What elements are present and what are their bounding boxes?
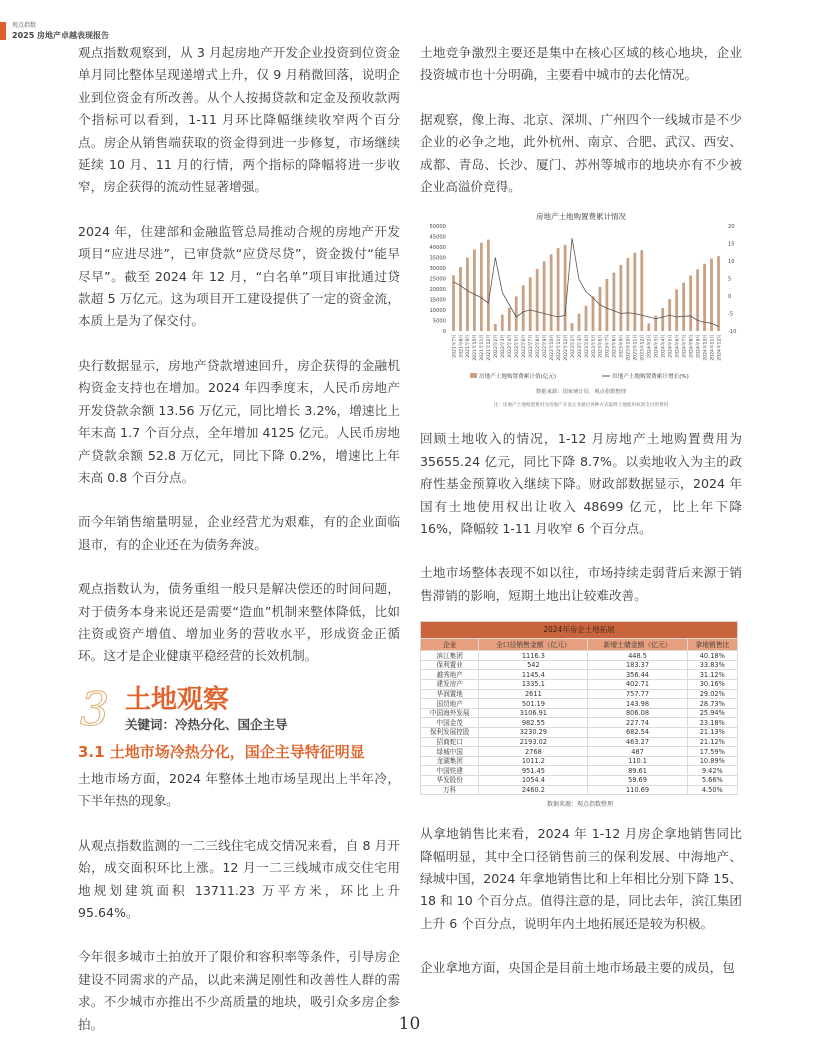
bar <box>682 283 685 331</box>
table-cell: 2611 <box>479 689 588 699</box>
bar <box>696 270 699 332</box>
table-header: 拿地销售比 <box>687 639 737 651</box>
bar <box>543 262 546 332</box>
bar <box>550 255 553 332</box>
bar <box>606 279 609 331</box>
x-tick-label: 2023年2月 <box>570 334 576 359</box>
y-left-tick-label: 40000 <box>429 245 446 252</box>
chart-legend <box>470 372 689 380</box>
bar <box>703 264 706 331</box>
table-cell: 国贸地产 <box>421 699 479 709</box>
land-expansion-table <box>420 621 738 795</box>
table-cell: 2193.02 <box>479 737 588 747</box>
table-cell: 10.89% <box>687 756 737 766</box>
x-tick-label: 2023年11月 <box>633 334 639 362</box>
table-cell: 华发股份 <box>421 776 479 786</box>
x-tick-label: 2021年8月 <box>459 334 465 359</box>
table-source: 数据来源：观点指数整理 <box>546 801 613 809</box>
y-left-tick-label: 35000 <box>429 255 446 262</box>
table-row <box>421 737 738 747</box>
table-cell: 33.83% <box>687 660 737 670</box>
chart-source: 数据来源：国家统计局，观点指数整理 <box>535 389 627 396</box>
table-cell: 建发房产 <box>421 680 479 690</box>
table-cell: 1116.3 <box>479 651 588 661</box>
table-cell: 2460.2 <box>479 785 588 795</box>
x-tick-label: 2021年9月 <box>466 334 472 359</box>
table-cell: 806.08 <box>588 708 687 718</box>
paragraph: 企业拿地方面，央国企是目前土地市场最主要的成员，包 <box>420 960 735 976</box>
table-cell: 59.69 <box>588 776 687 786</box>
table-row <box>421 670 738 680</box>
bar <box>452 276 455 332</box>
bar <box>661 308 664 331</box>
table-cell: 4.50% <box>687 785 737 795</box>
table-cell: 110.69 <box>588 785 687 795</box>
table-cell: 757.77 <box>588 689 687 699</box>
left-column-bottom <box>78 768 400 1036</box>
x-tick-label: 2023年4月 <box>584 334 590 359</box>
y-right-tick-label: 15 <box>728 241 735 248</box>
table-row <box>421 689 738 699</box>
table-cell: 23.18% <box>687 718 737 728</box>
table-cell: 982.55 <box>479 718 588 728</box>
table-row <box>421 785 738 795</box>
table-cell: 682.54 <box>588 728 687 738</box>
table-cell: 5.66% <box>687 776 737 786</box>
bar <box>480 243 483 331</box>
y-right-tick-label: -10 <box>728 329 737 336</box>
x-tick-label: 2021年11月 <box>480 334 486 362</box>
table-cell: 绿城中国 <box>421 747 479 757</box>
x-tick-label: 2022年7月 <box>529 334 535 359</box>
x-tick-label: 2023年7月 <box>605 334 611 359</box>
table-cell: 招商蛇口 <box>421 737 479 747</box>
table-cell: 30.16% <box>687 680 737 690</box>
bar <box>626 258 629 331</box>
legend-bar-label: 房地产土地购置费累计值(亿元) <box>479 374 557 381</box>
table-cell: 万科 <box>421 785 479 795</box>
table-cell: 183.37 <box>588 660 687 670</box>
legend-line-label: 房地产土地购置费累计增长(%) <box>612 374 689 381</box>
x-tick-label: 2023年8月 <box>612 334 618 359</box>
table-cell: 龙湖集团 <box>421 756 479 766</box>
paragraph: 回顾土地收入的情况，1-12 月房地产土地购置费用为 35655.24 亿元，同比下降 8.7%。以卖地收入为主的政府性基金预算收入继续下降。财政部数据显示，2024 年国有土地使用权出让收入 48699 亿元，比上年下降 16%，降幅较 1-11 月收窄 6 个百分点。 <box>420 431 742 537</box>
bar <box>564 245 567 331</box>
table-cell: 89.61 <box>588 766 687 776</box>
table-cell: 1011.2 <box>479 756 588 766</box>
table-cell: 21.12% <box>687 737 737 747</box>
table-cell: 542 <box>479 660 588 670</box>
bar <box>640 251 643 332</box>
table-row <box>421 718 738 728</box>
bar <box>522 286 525 332</box>
bar <box>689 276 692 331</box>
table-row <box>421 747 738 757</box>
y-left-tick-label: 45000 <box>429 234 446 241</box>
bar <box>710 259 713 331</box>
bar <box>529 278 532 332</box>
table-header: 企业 <box>421 639 479 651</box>
bar <box>647 324 650 332</box>
table-cell: 227.74 <box>588 718 687 728</box>
section-number: 3 <box>80 682 110 736</box>
table-cell: 3106.91 <box>479 708 588 718</box>
x-tick-label: 2023年10月 <box>626 334 632 362</box>
bar <box>501 315 504 331</box>
table-row <box>421 699 738 709</box>
table-row <box>421 766 738 776</box>
table-row <box>421 756 738 766</box>
y-left-tick-label: 5000 <box>432 318 446 325</box>
table-cell: 143.98 <box>588 699 687 709</box>
table-header: 全口径销售金额（亿元） <box>479 639 588 651</box>
bar <box>585 306 588 331</box>
bar <box>473 250 476 331</box>
legend-bar-swatch <box>470 373 477 378</box>
x-tick-label: 2023年12月 <box>640 334 646 362</box>
table-cell: 463.27 <box>588 737 687 747</box>
bar <box>466 258 469 332</box>
table-cell: 华润置地 <box>421 689 479 699</box>
section-keywords: 关键词：冷热分化、国企主导 <box>125 717 288 732</box>
table-cell: 3230.29 <box>479 728 588 738</box>
x-tick-label: 2024年5月 <box>668 334 674 359</box>
bar <box>613 273 616 331</box>
table-cell: 951.45 <box>479 766 588 776</box>
table-cell: 21.13% <box>687 728 737 738</box>
table-cell: 2768 <box>479 747 588 757</box>
table-cell: 保利置业 <box>421 660 479 670</box>
subsection-heading: 3.1 土地市场冷热分化，国企主导特征明显 <box>78 743 365 761</box>
x-tick-label: 2022年12月 <box>563 334 569 362</box>
x-tick-label: 2022年9月 <box>542 334 548 359</box>
x-tick-label: 2022年6月 <box>522 334 528 359</box>
paragraph: 2024 年，住建部和金融监管总局推动合规的房地产开发项目“应进尽进”，已审贷款“应贷尽贷”，资金拨付“能早尽早”。截至 2024 年 12 月，“白名单”项目审批通过贷款超 5 万亿元。这为项目开工建设提供了一定的资金流，本质上是为了保交付。 <box>78 223 400 329</box>
x-tick-label: 2021年12月 <box>487 334 493 362</box>
bar <box>578 314 581 331</box>
table-row <box>421 651 738 661</box>
table-cell: 28.73% <box>687 699 737 709</box>
paragraph: 而今年销售缩量明显，企业经营尤为艰难，有的企业面临退市，有的企业还在为债务奔波。 <box>78 514 400 552</box>
paragraph: 从观点指数监测的一二三线住宅成交情况来看，自 8 月开始，成交面积环比上涨。12 月一二三线城市成交住宅用地规划建筑面积 13711.23 万平方米，环比上升 95.64%。 <box>78 837 400 921</box>
paragraph: 土地市场整体表现不如以往，市场持续走弱背后来源于销售滞销的影响，短期土地出让较难改善。 <box>420 565 742 603</box>
paragraph: 从拿地销售比来看，2024 年 1-12 月房企拿地销售同比降幅明显，其中全口径销售前三的保利发展、中海地产、绿城中国，2024 年拿地销售比和上年相比分别下降 15、18 和 10 个百分点。值得注意的是，同比去年，滨江集团上升 6 个百分点，说明年内土地拓展还是较为积极。 <box>420 826 742 931</box>
x-tick-label: 2024年7月 <box>682 334 688 359</box>
header-accent-bar <box>0 22 6 40</box>
table-cell: 中国金茂 <box>421 718 479 728</box>
x-tick-label: 2023年9月 <box>619 334 625 359</box>
table-cell: 17.59% <box>687 747 737 757</box>
bar <box>487 240 490 331</box>
table-cell: 1054.4 <box>479 776 588 786</box>
x-tick-label: 2024年6月 <box>675 334 681 359</box>
paragraph: 央行数据显示，房地产贷款增速回升，房企获得的金融机构资金支持也在增加。2024 年四季度末，人民币房地产开发贷款余额 13.56 万亿元，同比增长 3.2%，增速比上年末高 1.7 个百分点，全年增加 4125 亿元。人民币房地产贷款余额 52.8 万亿元，同比下降 0.2%，增速比上年末高 0.8 个百分点。 <box>78 357 400 485</box>
x-tick-label: 2023年6月 <box>598 334 604 359</box>
table-row <box>421 708 738 718</box>
y-left-tick-label: 15000 <box>429 297 446 304</box>
x-tick-label: 2022年11月 <box>556 334 562 362</box>
table-row <box>421 660 738 670</box>
x-tick-label: 2024年11月 <box>710 334 716 362</box>
table-cell: 29.02% <box>687 689 737 699</box>
y-left-tick-label: 30000 <box>429 266 446 273</box>
table-cell: 40.18% <box>687 651 737 661</box>
bar <box>654 316 657 331</box>
y-right-tick-label: 10 <box>728 259 735 266</box>
x-tick-label: 2022年2月 <box>494 334 500 359</box>
table-cell: 448.5 <box>588 651 687 661</box>
table-row <box>421 728 738 738</box>
bar <box>515 297 518 332</box>
x-tick-label: 2023年5月 <box>591 334 597 359</box>
table-cell: 487 <box>588 747 687 757</box>
paragraph: 今年很多城市土拍放开了限价和容积率等条件，引导房企建设不同需求的产品，以此来满足刚性和改善性人群的需求。不少城市亦推出不少高质量的地块，吸引众多房企参拍。 <box>78 949 400 1032</box>
y-right-tick-label: -5 <box>728 311 734 318</box>
x-tick-label: 2022年5月 <box>515 334 521 359</box>
table-title: 2024年房企土地拓展 <box>421 622 738 639</box>
bar <box>599 287 602 331</box>
bar <box>717 257 720 332</box>
bar <box>459 267 462 331</box>
paragraph: 观点指数观察到，从 3 月起房地产开发企业投资到位资金单月同比整体呈现递增式上升，仅 9 月稍微回落，说明企业到位资金有所改善。从个人按揭贷款和定金及预收款两个指标可以看到，1-11 月环比降幅继续收窄两个百分点。房企从销售端获取的资金得到进一步修复，市场继续延续 10 月、11 月的行情，两个指标的降幅将进一步收窄，房企获得的流动性显著增强。 <box>78 45 400 195</box>
x-tick-label: 2024年4月 <box>661 334 667 359</box>
paragraph: 土地市场方面，2024 年整体土地市场呈现出上半年冷，下半年热的现象。 <box>78 771 400 809</box>
header-brand: 观点指数 <box>12 22 37 29</box>
table-cell: 501.19 <box>479 699 588 709</box>
y-left-tick-label: 20000 <box>429 287 446 294</box>
table-row <box>421 680 738 690</box>
section-heading <box>78 684 400 768</box>
table-header: 新增土储金额（亿元） <box>588 639 687 651</box>
y-left-tick-label: 50000 <box>429 224 446 231</box>
x-tick-label: 2023年3月 <box>577 334 583 359</box>
bar <box>633 253 636 331</box>
left-column-top <box>78 42 400 668</box>
x-tick-label: 2021年7月 <box>452 334 458 359</box>
bar <box>571 323 574 331</box>
header-report-title: 2025 房地产卓越表现报告 <box>12 31 110 40</box>
bar <box>592 297 595 332</box>
chart-note: 注：房地产土地购置费用为房地产开发企业通过各种方式取得土地使用权而支付的费用 <box>493 403 669 409</box>
table-cell: 402.71 <box>588 680 687 690</box>
x-tick-label: 2024年10月 <box>703 334 709 362</box>
y-right-tick-label: 5 <box>728 276 732 283</box>
y-left-tick-label: 0 <box>442 329 446 336</box>
x-tick-label: 2022年3月 <box>501 334 507 359</box>
bar <box>508 308 511 331</box>
x-tick-label: 2024年3月 <box>654 334 660 359</box>
table-cell: 滨江集团 <box>421 651 479 661</box>
page-number: 10 <box>398 1014 421 1034</box>
table-cell: 31.12% <box>687 670 737 680</box>
bar <box>619 265 622 331</box>
chart-title: 房地产土地购置费累计情况 <box>536 212 626 222</box>
table-cell: 越秀地产 <box>421 670 479 680</box>
table-cell: 保利发展控股 <box>421 728 479 738</box>
y-left-tick-label: 25000 <box>429 276 446 283</box>
table-row <box>421 776 738 786</box>
x-tick-label: 2024年9月 <box>696 334 702 359</box>
x-tick-label: 2024年8月 <box>689 334 695 359</box>
table-cell: 1145.4 <box>479 670 588 680</box>
paragraph: 据观察，像上海、北京、深圳、广州四个一线城市是不少企业的必争之地，此外杭州、南京、合肥、武汉、西安、成都、青岛、长沙、厦门、苏州等城市的地块亦有不少被企业高溢价竞得。 <box>420 111 742 195</box>
table-cell: 1335.1 <box>479 680 588 690</box>
y-right-tick-label: 20 <box>728 224 735 231</box>
table-cell: 9.42% <box>687 766 737 776</box>
section-title: 土地观察 <box>125 685 230 715</box>
land-cost-chart <box>420 206 742 416</box>
bar <box>536 269 539 331</box>
table-cell: 25.94% <box>687 708 737 718</box>
x-tick-label: 2022年4月 <box>508 334 514 359</box>
y-left-tick-label: 10000 <box>429 308 446 315</box>
table-cell: 中国海外发展 <box>421 708 479 718</box>
paragraph: 土地竞争激烈主要还是集中在核心区域的核心地块，企业投资城市也十分明确，主要看中城市的去化情况。 <box>420 45 742 83</box>
x-tick-label: 2024年2月 <box>647 334 653 359</box>
table-cell: 中国铁建 <box>421 766 479 776</box>
bar <box>494 325 497 332</box>
right-column <box>420 42 742 980</box>
table-cell: 356.44 <box>588 670 687 680</box>
table-cell: 110.1 <box>588 756 687 766</box>
paragraph: 观点指数认为，债务重组一般只是解决偿还的时间问题，对于债务本身来说还是需要“造血”机制来整体降低，比如注资或资产增值、增加业务的营收水平，形成资金正循环。这才是企业健康平稳经营的长效机制。 <box>78 581 400 664</box>
x-tick-label: 2021年10月 <box>473 334 479 362</box>
x-tick-label: 2022年10月 <box>549 334 555 362</box>
bar <box>675 290 678 332</box>
y-right-tick-label: 0 <box>728 294 732 301</box>
x-tick-label: 2022年8月 <box>535 334 541 359</box>
bar <box>557 248 560 331</box>
x-tick-label: 2024年12月 <box>717 334 723 362</box>
